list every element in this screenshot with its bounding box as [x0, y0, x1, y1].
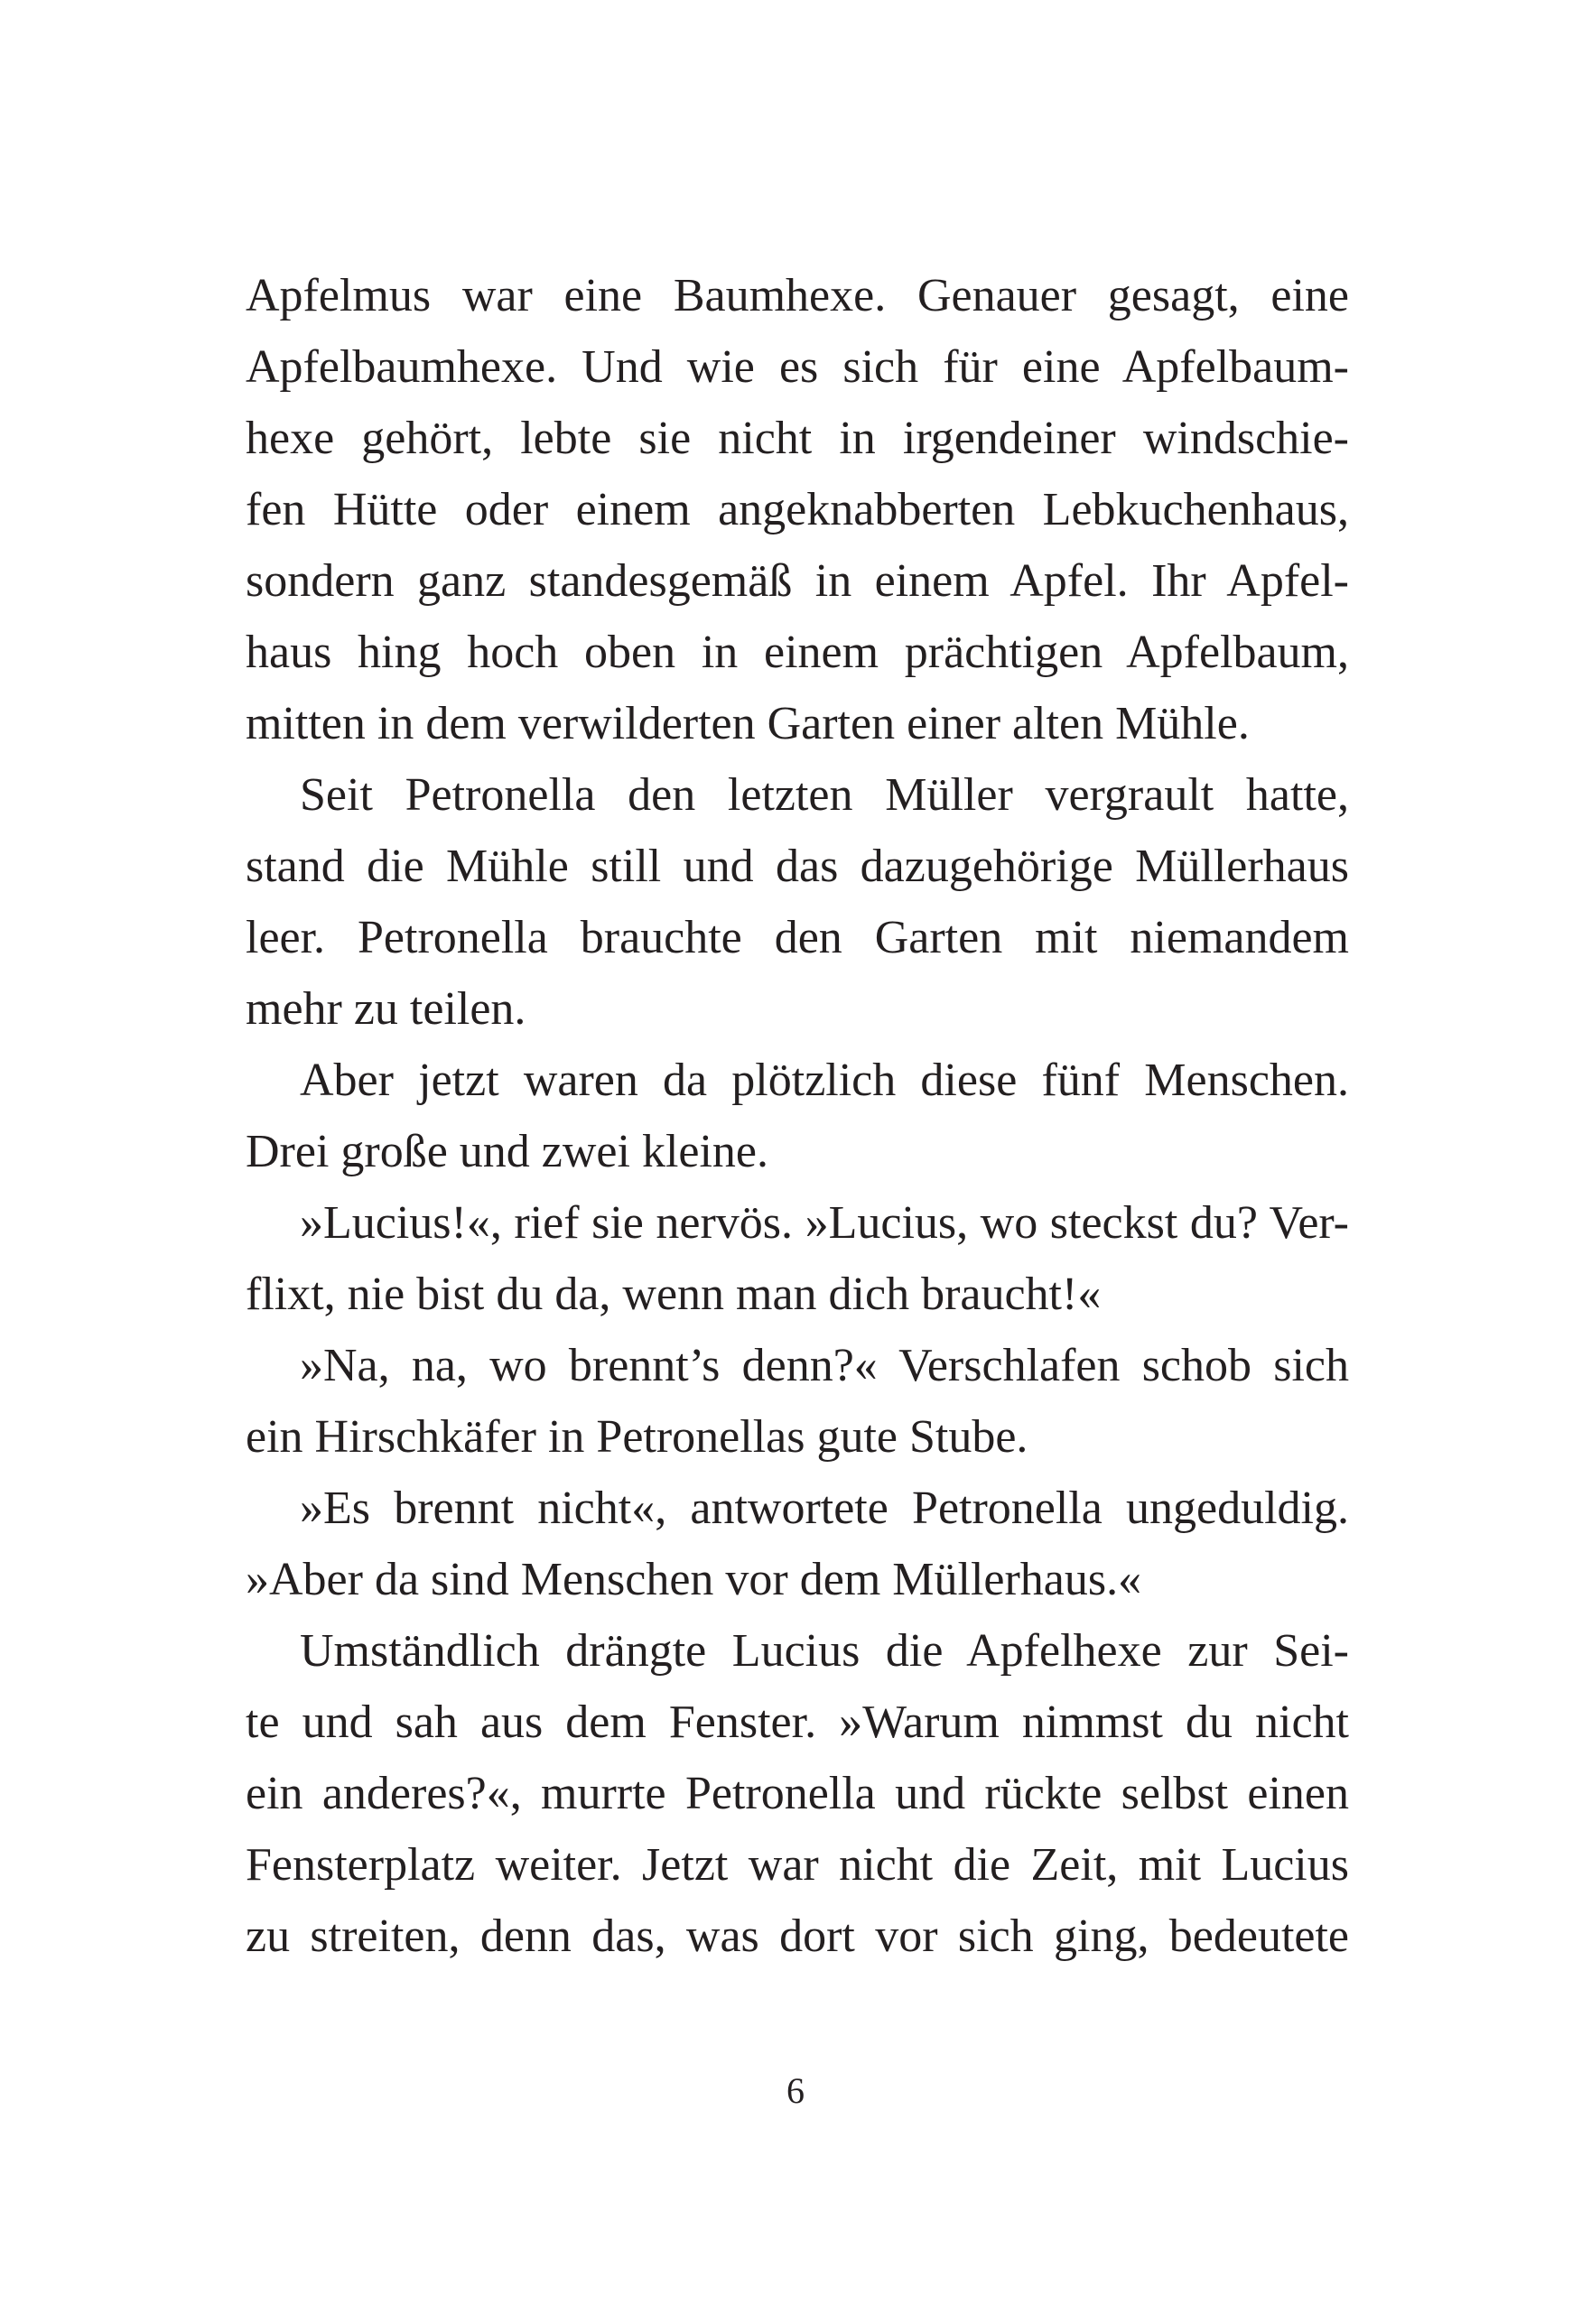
- text-line: Fensterplatz weiter. Jetzt war nicht die Zeit, mit Lucius: [246, 1839, 1349, 1891]
- paragraph: [246, 1615, 1349, 1972]
- text-line: sondern ganz standesgemäß in einem Apfel. Ihr Apfel-: [246, 555, 1349, 607]
- text-line: mitten in dem verwilderten Garten einer alten Mühle.: [246, 698, 1250, 749]
- text-line: ein anderes?«, murrte Petronella und rückte selbst einen: [246, 1768, 1349, 1819]
- paragraph: [246, 1187, 1349, 1330]
- text-line: mehr zu teilen.: [246, 983, 526, 1035]
- text-line: »Es brennt nicht«, antwortete Petronella ungeduldig.: [300, 1483, 1349, 1534]
- text-line: fen Hütte oder einem angeknabberten Lebkuchenhaus,: [246, 484, 1349, 535]
- paragraph: [246, 1330, 1349, 1473]
- text-line: haus hing hoch oben in einem prächtigen Apfelbaum,: [246, 627, 1349, 678]
- text-line: Drei große und zwei kleine.: [246, 1126, 769, 1177]
- page-number: 6: [786, 2070, 805, 2111]
- text-line: Umständlich drängte Lucius die Apfelhexe zur Sei-: [300, 1625, 1349, 1677]
- paragraph: [246, 1473, 1349, 1615]
- text-line: Apfelbaumhexe. Und wie es sich für eine Apfelbaum-: [246, 341, 1349, 393]
- paragraph: [246, 759, 1349, 1045]
- text-line: »Aber da sind Menschen vor dem Müllerhaus.«: [246, 1554, 1142, 1605]
- text-line: flixt, nie bist du da, wenn man dich braucht!«: [246, 1269, 1102, 1320]
- text-line: Apfelmus war eine Baumhexe. Genauer gesagt, eine: [246, 270, 1349, 321]
- text-line: zu streiten, denn das, was dort vor sich ging, bedeutete: [246, 1910, 1349, 1962]
- body-text: [246, 260, 1349, 1972]
- paragraph: [246, 1045, 1349, 1187]
- text-line: leer. Petronella brauchte den Garten mit niemandem: [246, 912, 1349, 963]
- text-line: stand die Mühle still und das dazugehörige Müllerhaus: [246, 841, 1349, 892]
- text-line: te und sah aus dem Fenster. »Warum nimmst du nicht: [246, 1697, 1349, 1748]
- text-line: ein Hirschkäfer in Petronellas gute Stube.: [246, 1411, 1028, 1463]
- text-line: »Lucius!«, rief sie nervös. »Lucius, wo steckst du? Ver-: [300, 1197, 1349, 1249]
- text-line: Seit Petronella den letzten Müller vergrault hatte,: [300, 769, 1349, 821]
- text-line: hexe gehört, lebte sie nicht in irgendeiner windschie-: [246, 413, 1349, 464]
- paragraph: [246, 260, 1349, 759]
- text-line: Aber jetzt waren da plötzlich diese fünf Menschen.: [300, 1055, 1349, 1106]
- text-line: »Na, na, wo brennt’s denn?« Verschlafen schob sich: [300, 1340, 1349, 1391]
